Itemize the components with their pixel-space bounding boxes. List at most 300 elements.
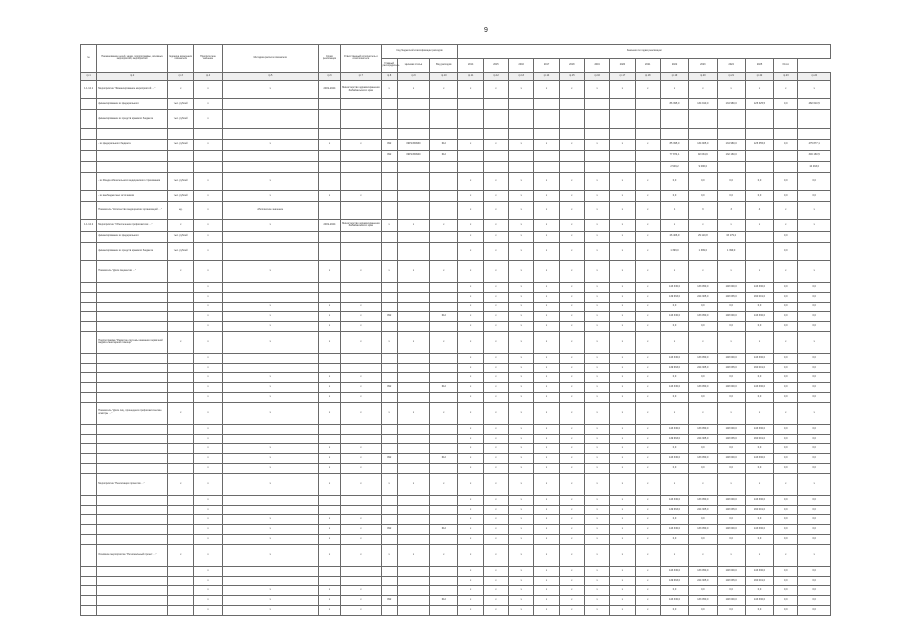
table-cell: х <box>318 444 340 454</box>
table-cell: х <box>509 505 534 515</box>
table-cell <box>584 99 609 110</box>
table-cell: х <box>559 576 584 586</box>
table-row <box>81 515 831 525</box>
header-col-period: Сроки реализации <box>318 45 340 73</box>
table-cell <box>81 383 97 393</box>
table-cell: 092 <box>381 596 397 606</box>
table-cell: х <box>635 544 660 566</box>
table-cell: х <box>534 202 559 220</box>
table-cell: тыс. рублей <box>168 231 194 242</box>
table-cell <box>81 473 97 495</box>
table-cell: 133 050,0 <box>689 354 717 364</box>
table-cell: х <box>584 505 609 515</box>
table-cell: 1.1.12.2 <box>81 220 97 231</box>
table-cell: х <box>194 110 222 128</box>
table-cell: х <box>534 260 559 282</box>
table-cell: х <box>458 534 483 544</box>
table-cell: х <box>798 260 831 282</box>
table-cell: х <box>458 402 483 424</box>
table-cell: х <box>635 139 660 150</box>
expenditure-table-sheet <box>80 44 831 616</box>
table-cell: х <box>689 81 717 99</box>
table-cell <box>745 161 773 172</box>
table-cell: 0,0 <box>689 191 717 202</box>
table-row <box>81 202 831 220</box>
table-row <box>81 544 831 566</box>
table-cell: х <box>635 534 660 544</box>
column-number-cell: гр.11 <box>458 72 483 80</box>
table-cell: х <box>483 81 508 99</box>
table-cell <box>81 544 97 566</box>
table-cell <box>430 444 458 454</box>
table-cell: х <box>745 331 773 353</box>
table-cell: 85 395,0 <box>660 139 688 150</box>
table-cell: х <box>430 544 458 566</box>
table-cell <box>559 150 584 161</box>
table-cell: х <box>458 322 483 332</box>
table-cell <box>509 99 534 110</box>
table-cell: х <box>610 173 635 191</box>
header-year-9: 2023 <box>689 58 717 72</box>
table-cell: х <box>635 586 660 596</box>
table-cell: х <box>458 283 483 293</box>
table-cell: х <box>635 312 660 322</box>
table-cell <box>635 128 660 139</box>
table-row <box>81 173 831 191</box>
table-cell: 0,0 <box>798 354 831 364</box>
table-cell <box>430 463 458 473</box>
table-cell: х <box>584 283 609 293</box>
table-cell: х <box>430 220 458 231</box>
table-cell <box>798 128 831 139</box>
header-group-row <box>81 45 831 59</box>
table-cell: 0,0 <box>689 444 717 454</box>
table-cell: х <box>458 605 483 615</box>
table-cell: х <box>774 402 798 424</box>
table-cell: 0,0 <box>774 322 798 332</box>
table-cell <box>341 566 381 576</box>
table-cell <box>397 231 429 242</box>
table-cell: 148 000,0 <box>717 424 745 434</box>
table-cell <box>81 128 97 139</box>
table-cell: х <box>559 354 584 364</box>
table-cell <box>341 128 381 139</box>
table-cell: х <box>584 463 609 473</box>
header-group-kbk: Код бюджетной классификации расходов <box>381 45 458 59</box>
table-cell: х <box>635 434 660 444</box>
table-cell: х <box>483 463 508 473</box>
table-cell <box>430 576 458 586</box>
table-cell <box>318 128 340 139</box>
table-cell: х <box>534 191 559 202</box>
table-cell <box>81 402 97 424</box>
table-cell <box>660 128 688 139</box>
table-cell: х <box>584 444 609 454</box>
table-cell: х <box>458 191 483 202</box>
table-cell: х <box>194 191 222 202</box>
table-cell: х <box>483 373 508 383</box>
table-cell: х <box>559 331 584 353</box>
table-cell <box>534 99 559 110</box>
table-cell <box>81 392 97 402</box>
table-cell <box>194 161 222 172</box>
table-cell: х <box>318 392 340 402</box>
table-cell: х <box>458 576 483 586</box>
table-cell <box>222 110 318 128</box>
table-cell: х <box>774 331 798 353</box>
table-cell <box>222 424 318 434</box>
table-cell <box>81 444 97 454</box>
table-cell: х <box>397 473 429 495</box>
table-cell: х <box>610 605 635 615</box>
column-number-cell: гр.2 <box>97 72 168 80</box>
table-cell: х <box>559 525 584 535</box>
table-cell <box>458 150 483 161</box>
table-cell: 0,0 <box>798 586 831 596</box>
table-cell: х <box>222 312 318 322</box>
table-cell <box>430 373 458 383</box>
table-cell: х <box>509 566 534 576</box>
table-cell: 0,0 <box>798 454 831 464</box>
table-cell <box>318 99 340 110</box>
table-cell: х <box>559 302 584 312</box>
table-cell: х <box>458 312 483 322</box>
table-cell: х <box>559 383 584 393</box>
table-cell: х <box>559 515 584 525</box>
table-cell <box>381 161 397 172</box>
table-cell <box>222 242 318 260</box>
table-cell: х <box>717 544 745 566</box>
table-cell <box>430 202 458 220</box>
table-cell: 2019-2024 <box>318 220 340 231</box>
table-cell: 143 330,0 <box>660 424 688 434</box>
table-cell <box>381 302 397 312</box>
table-cell: 0,0 <box>774 505 798 515</box>
table-row <box>81 566 831 576</box>
table-cell: х <box>534 586 559 596</box>
header-kbk-2: Вид расходов <box>430 58 458 72</box>
table-cell: х <box>584 534 609 544</box>
table-cell <box>97 363 168 373</box>
table-cell: х <box>798 81 831 99</box>
table-cell: х <box>397 544 429 566</box>
table-cell <box>97 312 168 322</box>
table-cell: 143 330,0 <box>745 495 773 505</box>
table-cell <box>168 434 194 444</box>
table-cell: 0,0 <box>774 383 798 393</box>
table-cell: 0,0 <box>717 463 745 473</box>
table-cell: 160 001,0 <box>745 505 773 515</box>
table-cell: 0,0 <box>717 173 745 191</box>
table-cell <box>584 110 609 128</box>
table-cell <box>168 566 194 576</box>
table-cell: 0,0 <box>774 534 798 544</box>
table-cell: 148 000,0 <box>717 383 745 393</box>
table-cell <box>222 292 318 302</box>
table-cell: х <box>559 463 584 473</box>
table-cell <box>397 444 429 454</box>
table-cell <box>318 202 340 220</box>
table-cell <box>397 454 429 464</box>
table-cell: х <box>534 283 559 293</box>
table-cell: х <box>194 576 222 586</box>
table-cell: х <box>509 173 534 191</box>
table-cell: 0,0 <box>798 322 831 332</box>
table-cell <box>341 202 381 220</box>
table-cell: 0,0 <box>798 525 831 535</box>
table-cell: х <box>483 515 508 525</box>
table-cell: х <box>458 363 483 373</box>
table-cell: х <box>559 363 584 373</box>
table-cell <box>168 495 194 505</box>
table-cell <box>97 383 168 393</box>
table-cell: х <box>689 544 717 566</box>
table-cell <box>397 363 429 373</box>
table-cell <box>222 495 318 505</box>
table-cell <box>97 424 168 434</box>
table-cell: Мероприятие "Финансирование мероприятий …" <box>97 81 168 99</box>
table-cell: х <box>341 525 381 535</box>
table-cell: х <box>483 586 508 596</box>
table-cell: х <box>430 331 458 353</box>
table-cell: х <box>559 139 584 150</box>
table-cell <box>430 283 458 293</box>
table-cell: 148 000,0 <box>717 596 745 606</box>
table-cell: х <box>483 242 508 260</box>
table-cell: х <box>635 231 660 242</box>
table-cell: 0,0 <box>798 505 831 515</box>
table-cell: х <box>610 312 635 322</box>
table-cell: 092 <box>381 525 397 535</box>
table-cell: х <box>509 363 534 373</box>
table-cell: х <box>717 331 745 353</box>
table-row <box>81 110 831 128</box>
table-cell: х <box>458 292 483 302</box>
table-cell: х <box>509 473 534 495</box>
table-cell <box>397 534 429 544</box>
table-cell: х <box>318 302 340 312</box>
table-cell: х <box>610 220 635 231</box>
table-cell <box>584 128 609 139</box>
table-cell <box>318 150 340 161</box>
table-cell: х <box>509 322 534 332</box>
table-cell <box>397 463 429 473</box>
table-cell: х <box>584 383 609 393</box>
table-cell: х <box>194 444 222 454</box>
table-cell <box>397 99 429 110</box>
table-cell <box>194 128 222 139</box>
table-cell: х <box>483 473 508 495</box>
table-cell: х <box>483 322 508 332</box>
table-cell: 148 000,0 <box>717 566 745 576</box>
table-cell: х <box>509 454 534 464</box>
table-cell: х <box>318 463 340 473</box>
table-row <box>81 434 831 444</box>
table-cell <box>689 110 717 128</box>
table-row <box>81 128 831 139</box>
table-cell <box>168 525 194 535</box>
table-cell <box>168 515 194 525</box>
table-cell: 0,0 <box>660 322 688 332</box>
table-cell <box>430 99 458 110</box>
table-cell <box>168 312 194 322</box>
table-cell: х <box>534 322 559 332</box>
table-cell: х <box>635 596 660 606</box>
table-cell: 0,0 <box>798 173 831 191</box>
table-cell: х <box>458 495 483 505</box>
table-cell: 0,0 <box>660 515 688 525</box>
table-cell <box>168 354 194 364</box>
table-cell <box>81 292 97 302</box>
table-cell: 2019-2024 <box>318 81 340 99</box>
table-cell: 143 330,0 <box>660 495 688 505</box>
table-cell: х <box>534 312 559 322</box>
table-cell: х <box>635 283 660 293</box>
table-cell: х <box>610 392 635 402</box>
table-cell: х <box>584 566 609 576</box>
table-cell <box>430 434 458 444</box>
table-cell: 612 <box>430 525 458 535</box>
header-col-responsible: Ответственный исполнитель и соисполнители <box>341 45 381 73</box>
table-cell: 133 050,0 <box>689 454 717 464</box>
table-cell: х <box>635 454 660 464</box>
column-number-cell: гр.14 <box>534 72 559 80</box>
table-cell <box>458 110 483 128</box>
header-kbk-1: Целевая статья <box>397 58 429 72</box>
table-cell: х <box>584 242 609 260</box>
table-cell <box>168 161 194 172</box>
table-cell: 0,0 <box>798 515 831 525</box>
table-cell: 0,0 <box>660 173 688 191</box>
table-cell: 092 <box>381 150 397 161</box>
table-cell: х <box>559 605 584 615</box>
table-cell <box>430 566 458 576</box>
table-cell: х <box>774 202 798 220</box>
table-cell <box>430 191 458 202</box>
column-number-cell: гр.5 <box>222 72 318 80</box>
table-row <box>81 463 831 473</box>
table-cell: х <box>509 231 534 242</box>
table-cell <box>381 173 397 191</box>
table-cell: х <box>194 373 222 383</box>
table-cell: х <box>458 515 483 525</box>
table-cell: 3 <box>717 202 745 220</box>
table-cell: х <box>509 202 534 220</box>
table-cell <box>458 161 483 172</box>
table-cell <box>341 242 381 260</box>
table-cell <box>81 576 97 586</box>
table-cell: х <box>534 544 559 566</box>
table-cell: х <box>559 495 584 505</box>
table-cell: 612 <box>430 312 458 322</box>
table-cell: х <box>745 220 773 231</box>
table-cell <box>534 161 559 172</box>
table-cell: х <box>509 302 534 312</box>
table-cell: 9 096,0 <box>689 161 717 172</box>
table-cell: х <box>458 302 483 312</box>
table-cell <box>381 605 397 615</box>
table-cell <box>397 424 429 434</box>
table-cell: х <box>341 139 381 150</box>
table-cell: х <box>483 363 508 373</box>
table-cell <box>534 110 559 128</box>
table-cell: 0,0 <box>660 191 688 202</box>
table-cell: 1 <box>660 202 688 220</box>
table-cell <box>584 161 609 172</box>
table-cell <box>97 505 168 515</box>
table-cell: х <box>222 463 318 473</box>
table-cell: х <box>483 202 508 220</box>
table-cell: 0,0 <box>745 515 773 525</box>
table-cell: х <box>341 191 381 202</box>
table-cell: 0,0 <box>689 605 717 615</box>
table-cell: 0,0 <box>774 139 798 150</box>
table-cell: х <box>222 473 318 495</box>
table-cell <box>168 373 194 383</box>
table-cell <box>689 128 717 139</box>
table-cell: х <box>509 331 534 353</box>
table-cell: х <box>584 454 609 464</box>
table-cell: 0,0 <box>798 363 831 373</box>
table-cell: х <box>584 495 609 505</box>
table-cell: х <box>483 302 508 312</box>
table-cell: х <box>222 191 318 202</box>
table-row <box>81 534 831 544</box>
table-cell: тыс. рублей <box>168 139 194 150</box>
table-cell <box>168 586 194 596</box>
table-cell: х <box>717 220 745 231</box>
table-cell <box>341 150 381 161</box>
table-row <box>81 444 831 454</box>
table-cell: 0,0 <box>798 191 831 202</box>
table-cell: 482 610,5 <box>798 99 831 110</box>
table-cell: х <box>509 444 534 454</box>
table-cell <box>81 202 97 220</box>
table-row <box>81 191 831 202</box>
table-cell: х <box>534 463 559 473</box>
table-cell: 149 663,0 <box>660 292 688 302</box>
table-cell: 0,0 <box>798 292 831 302</box>
table-cell: 143 330,0 <box>745 354 773 364</box>
table-cell: 0,0 <box>717 322 745 332</box>
table-cell: 143 330,0 <box>660 454 688 464</box>
table-cell: х <box>584 81 609 99</box>
table-cell <box>81 150 97 161</box>
table-cell: х <box>194 392 222 402</box>
table-cell <box>97 576 168 586</box>
table-cell: х <box>660 402 688 424</box>
table-cell: х <box>341 605 381 615</box>
table-cell: х <box>222 373 318 383</box>
table-cell <box>97 373 168 383</box>
table-cell: Показатель "Количество медицинских организаций …" <box>97 202 168 220</box>
table-cell: х <box>341 586 381 596</box>
table-cell: х <box>635 331 660 353</box>
table-cell: х <box>318 191 340 202</box>
table-cell: х <box>341 383 381 393</box>
table-cell: х <box>194 81 222 99</box>
table-cell: 0,0 <box>774 424 798 434</box>
table-cell: 092 <box>381 454 397 464</box>
table-cell: х <box>341 454 381 464</box>
table-cell: х <box>222 515 318 525</box>
table-cell: х <box>222 392 318 402</box>
table-cell <box>81 173 97 191</box>
table-row <box>81 283 831 293</box>
table-cell: х <box>559 505 584 515</box>
table-cell: х <box>509 81 534 99</box>
table-cell <box>483 99 508 110</box>
